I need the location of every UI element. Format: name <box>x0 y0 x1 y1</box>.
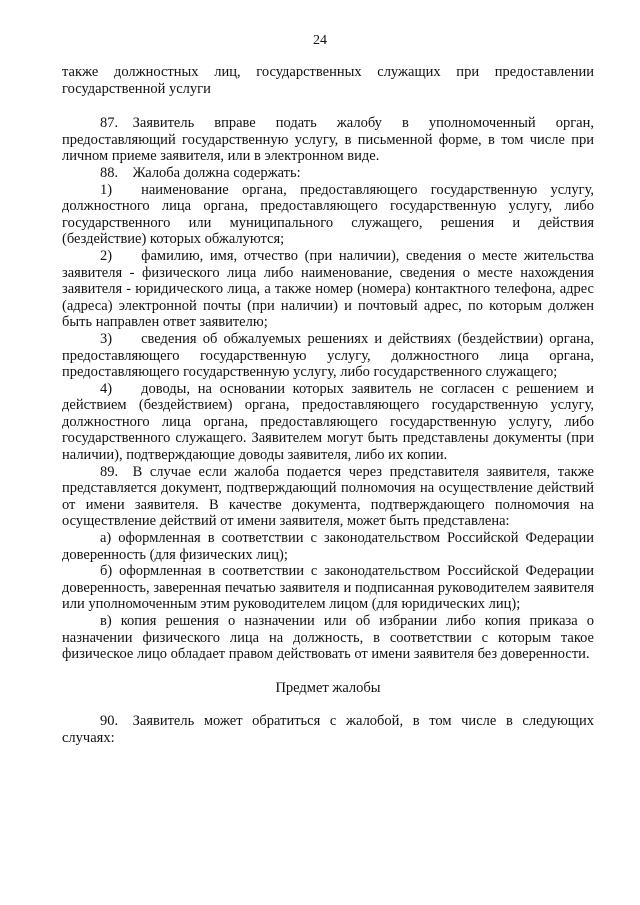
paragraph-88-item-2: 2) фамилию, имя, отчество (при наличии), сведения о месте жительства заявителя - физического лица либо наименование, сведения о месте нахождения заявителя - юридического лица, а также номер (номера) контактного телефона, адрес (адреса) электронной почты (при наличии) и почтовый адрес, по которым должен быть направлен ответ заявителю; <box>62 247 594 331</box>
paragraph-90: 90. Заявитель может обратиться с жалобой, в том числе в следующих случаях: <box>62 713 594 746</box>
paragraph-89-item-a: а) оформленная в соответствии с законодательством Российской Федерации доверенность (для физических лиц); <box>62 530 594 563</box>
paragraph-89: 89. В случае если жалоба подается через представителя заявителя, также представляется документ, подтверждающий полномочия на осуществление действий от имени заявителя. В качестве документа, подтверждающего полномочия на осуществление действий от имени заявителя, может быть представлена: <box>62 463 594 530</box>
paragraph-continuation: также должностных лиц, государственных служащих при предоставлении государственной услуги <box>62 64 594 97</box>
paragraph-88-item-1: 1) наименование органа, предоставляющего государственную услугу, должностного лица органа, предоставляющего государственную услугу, либо государственного или муниципального служащего, решения и действия (бездействие) которых обжалуются; <box>62 181 594 248</box>
paragraph-88: 88. Жалоба должна содержать: <box>100 164 301 181</box>
paragraph-89-item-v: в) копия решения о назначении или об избрании либо копия приказа о назначении физического лица на должность, в соответствии с которым такое физическое лицо обладает правом действовать от имени заявителя без доверенности. <box>62 613 594 663</box>
paragraph-88-item-3: 3) сведения об обжалуемых решениях и действиях (бездействии) органа, предоставляющего государственную услугу, должностного лица органа, предоставляющего государственную услугу, либо государственного служащего; <box>62 330 594 381</box>
paragraph-89-item-b: б) оформленная в соответствии с законодательством Российской Федерации доверенность, заверенная печатью заявителя и подписанная руководителем заявителя или уполномоченным этим руководителем лицом (для юридических лиц); <box>62 563 594 613</box>
paragraph-87: 87. Заявитель вправе подать жалобу в уполномоченный орган, предоставляющий государственную услугу, в письменной форме, в том числе при личном приеме заявителя, или в электронном виде. <box>62 115 594 165</box>
page-number: 24 <box>313 33 327 48</box>
paragraph-88-item-4: 4) доводы, на основании которых заявитель не согласен с решением и действием (бездействием) органа, предоставляющего государственную услугу, должностного лица органа, предоставляющего государственную услугу, либо государственного служащего. Заявителем могут быть представлены документы (при наличии), подтверждающие доводы заявителя, либо их копии. <box>62 380 594 464</box>
document-body <box>62 64 594 747</box>
section-heading: Предмет жалобы <box>275 679 381 696</box>
